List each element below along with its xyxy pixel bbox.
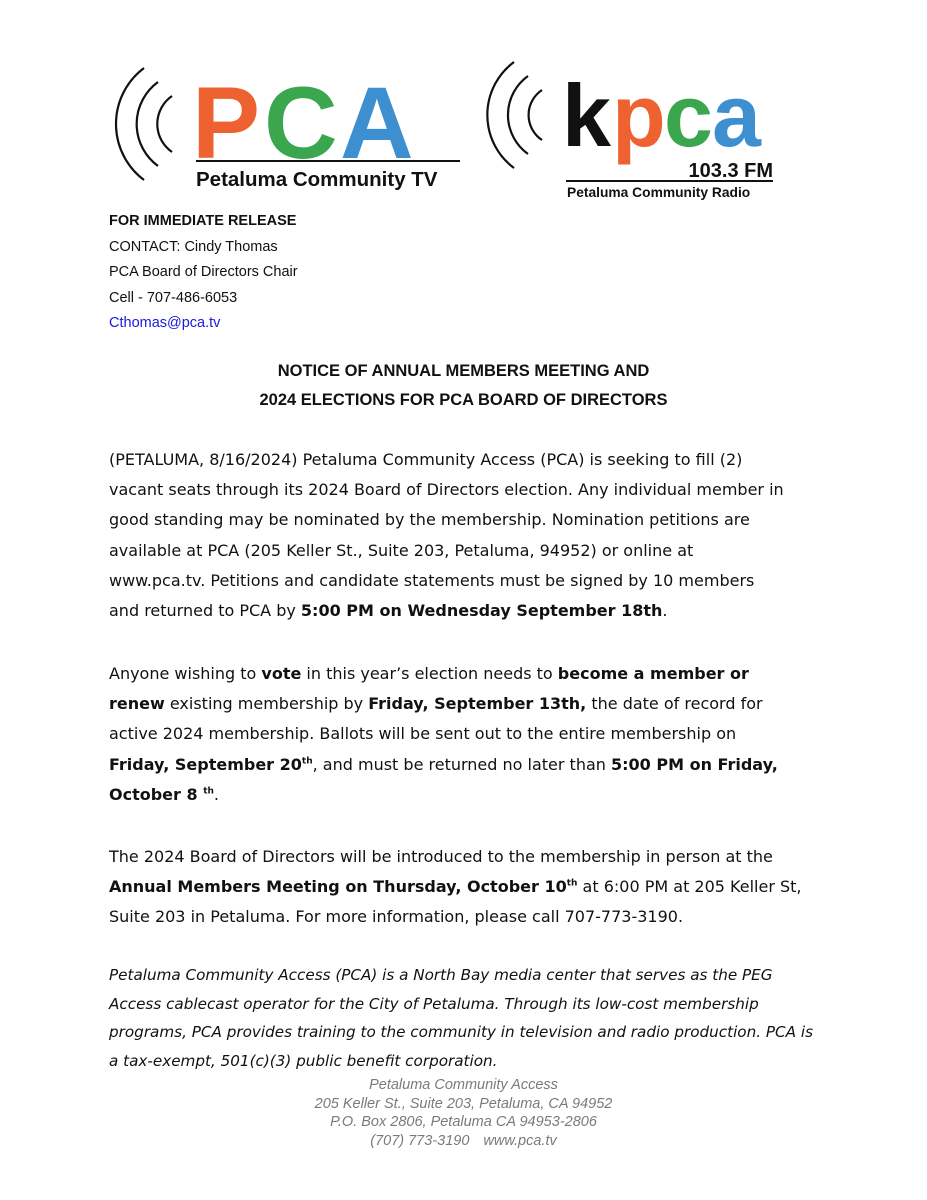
text-run: , and must be returned no later than [312,754,611,774]
text-run: the date of record for [586,694,763,714]
broadcast-waves-icon [487,62,542,168]
footer-contact-line [0,1132,927,1151]
pca-letter-a: A [340,66,414,180]
text-line: (PETALUMA, 8/16/2024) Petaluma Community Access (PCA) is seeking to fill (2) [109,450,743,469]
text-run: . [662,601,668,621]
text-line: Access cablecast operator for the City of Petaluma. Through its low-cost membership [109,994,759,1013]
contact-phone: Cell - 707-486-6053 [109,289,238,306]
headline-line-2: 2024 ELECTIONS FOR PCA BOARD OF DIRECTORS [259,391,668,409]
text-line: vacant seats through its 2024 Board of Directors election. Any individual member in [109,480,784,500]
kpca-letter-k: k [562,66,611,165]
page-title [0,357,927,415]
ordinal-suffix: th [203,786,214,797]
text-run: Annual Members Meeting on Thursday, October 10 [109,877,567,897]
kpca-letter-a: a [712,66,761,165]
page-footer [0,1076,927,1150]
kpca-radio-logo-graphic [484,58,784,203]
ordinal-suffix: th [301,756,313,767]
broadcast-waves-icon [116,68,172,180]
ballot-deadline: 5:00 PM on Friday, [611,754,778,774]
text-line [109,780,829,810]
about-pca-paragraph [109,961,829,1075]
contact-name: CONTACT: Cindy Thomas [109,238,278,255]
petition-deadline: 5:00 PM on Wednesday September 18th [300,601,663,621]
pca-letter-c: C [264,66,338,180]
text-line: a tax-exempt, 501(c)(3) public benefit corporation. [109,1051,498,1070]
text-line: Petaluma Community Access (PCA) is a North Bay media center that serves as the PEG [109,966,773,984]
kpca-radio-logo [484,58,784,203]
pca-tv-logo-graphic [112,60,472,195]
text-run: existing membership by [164,694,369,714]
contact-title: PCA Board of Directors Chair [109,264,298,280]
footer-address: 205 Keller St., Suite 203, Petaluma, CA 94952 [314,1095,613,1112]
emphasis-renew: renew [109,694,165,714]
contact-block [109,209,298,337]
text-line [109,596,829,626]
pca-tv-logo [112,60,472,195]
kpca-letter-p: p [612,66,666,165]
emphasis-become-member: become a member or [557,664,749,683]
text-run: Friday, September 20 [109,754,302,774]
kpca-letter-c: c [664,66,713,165]
headline-line-1: NOTICE OF ANNUAL MEMBERS MEETING AND [277,362,650,380]
text-line [109,750,829,780]
text-line: The 2024 Board of Directors will be introduced to the membership in person at the [109,847,773,866]
voting-paragraph [109,659,829,810]
text-run: . [213,784,220,804]
footer-website-link[interactable]: www.pca.tv [483,1132,557,1149]
text-line [109,659,829,689]
text-line: programs, PCA provides training to the community in television and radio production. PCA is [109,1023,813,1041]
text-line [109,872,829,902]
text-run: October 8 [109,784,198,804]
text-line: active 2024 membership. Ballots will be sent out to the entire membership on [109,724,737,744]
text-line: good standing may be nominated by the membership. Nomination petitions are [109,510,750,530]
election-paragraph [109,445,829,626]
ordinal-suffix: th [566,878,578,889]
contact-email-link[interactable]: Cthomas@pca.tv [109,315,221,331]
meeting-paragraph [109,842,829,933]
emphasis-vote: vote [261,664,302,683]
footer-po-box: P.O. Box 2806, Petaluma CA 94953-2806 [330,1114,597,1130]
text-line: available at PCA (205 Keller St., Suite 203, Petaluma, 94952) or online at [109,540,694,560]
text-line: www.pca.tv. Petitions and candidate statements must be signed by 10 members [109,570,755,590]
text-line [109,689,829,719]
record-date: Friday, September 13th, [368,694,587,714]
text-run: at 6:00 PM at 205 Keller St, [577,877,802,897]
text-run: and returned to PCA by [109,601,301,621]
pca-letter-p: P [192,66,261,180]
kpca-logo-subtitle: Petaluma Community Radio [567,185,751,200]
release-label: FOR IMMEDIATE RELEASE [109,213,297,229]
ballot-send-date [109,755,313,774]
meeting-date [109,877,577,896]
text-run: Anyone wishing to [109,664,262,683]
footer-phone: (707) 773-3190 [370,1132,470,1149]
kpca-frequency: 103.3 FM [688,160,773,182]
text-run: in this year’s election needs to [301,664,558,683]
text-line: Suite 203 in Petaluma. For more information, please call 707-773-3190. [109,907,684,927]
footer-org: Petaluma Community Access [369,1077,558,1093]
pca-logo-subtitle: Petaluma Community TV [196,168,438,191]
ballot-deadline-date [109,785,214,804]
